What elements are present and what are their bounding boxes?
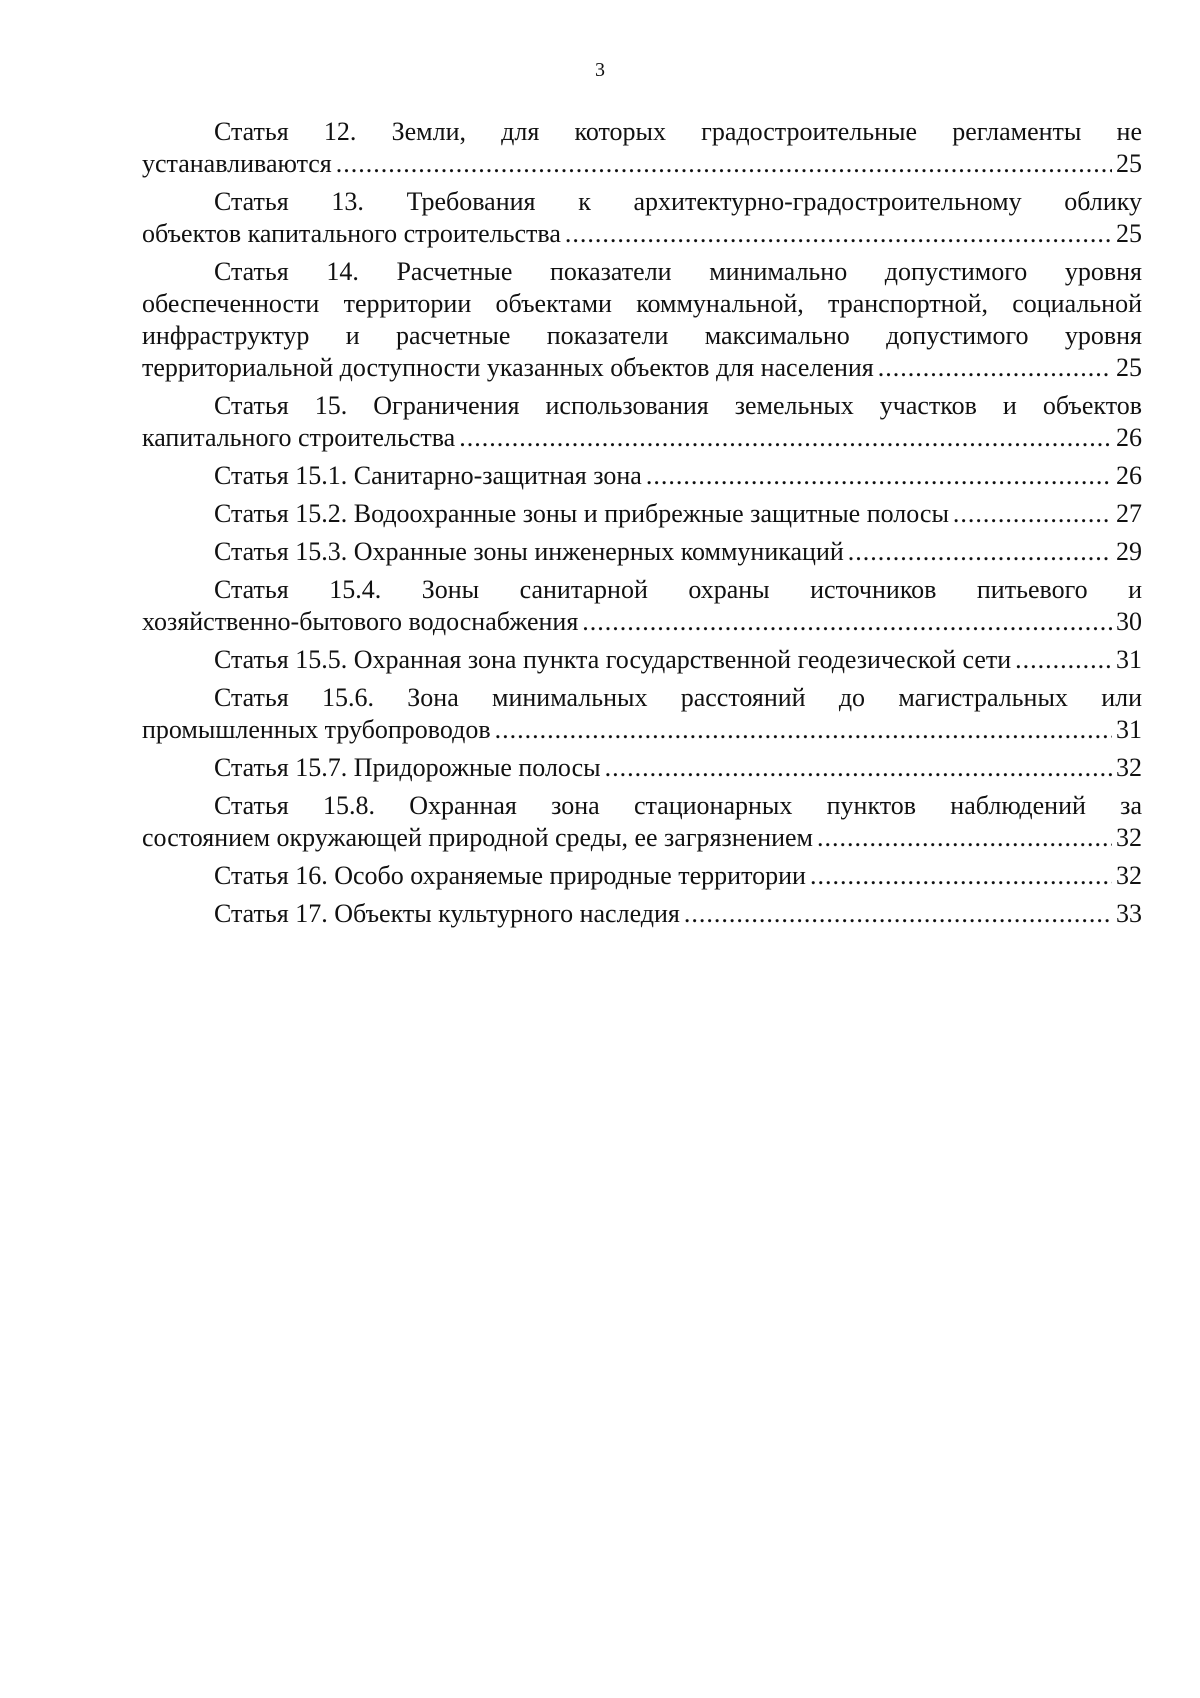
toc-entry-text: Статья 15.2. Водоохранные зоны и прибрежные защитные полосы	[214, 499, 949, 528]
toc-entry-text: состоянием окружающей природной среды, ее загрязнением	[142, 823, 814, 852]
dot-leader	[565, 218, 1112, 250]
toc-entry-text: устанавливаются	[142, 149, 332, 178]
toc-entry[interactable]	[142, 186, 1142, 250]
toc-entry[interactable]	[142, 644, 1142, 676]
toc-entry[interactable]	[142, 860, 1142, 892]
dot-leader	[817, 822, 1112, 854]
toc-page-number: 31	[1116, 715, 1142, 744]
toc-entry[interactable]	[142, 256, 1142, 384]
toc-entry[interactable]	[142, 460, 1142, 492]
toc-entry-text: Статья 17. Объекты культурного наследия	[214, 899, 680, 928]
toc-entry-line	[142, 860, 1142, 892]
toc-entry-text: капитального строительства	[142, 423, 456, 452]
toc-entry-text: Статья 15.7. Придорожные полосы	[214, 753, 601, 782]
toc-entry[interactable]	[142, 790, 1142, 854]
toc-entry-title: Статья 13. Требования к архитектурно-градостроительному облику	[214, 187, 1142, 216]
toc-entry-text: Статья 15.3. Охранные зоны инженерных коммуникаций	[214, 537, 844, 566]
toc-entry-line	[142, 218, 1142, 250]
toc-entry-title: Статья 12. Земли, для которых градостроительные регламенты не	[214, 117, 1142, 146]
toc-entry-title: Статья 15.8. Охранная зона стационарных пунктов наблюдений за	[214, 791, 1142, 820]
toc-page-number: 33	[1116, 899, 1142, 928]
dot-leader	[1015, 644, 1112, 676]
toc-entry-text: объектов капитального строительства	[142, 219, 561, 248]
toc-entry[interactable]	[142, 682, 1142, 746]
toc-entry-text: промышленных трубопроводов	[142, 715, 491, 744]
page-number: 3	[595, 59, 605, 81]
toc-entry-line	[142, 714, 1142, 746]
toc-page-number: 30	[1116, 607, 1142, 636]
toc-page-number: 26	[1116, 423, 1142, 452]
toc-page-number: 27	[1116, 499, 1142, 528]
toc-entry[interactable]	[142, 752, 1142, 784]
toc-entry[interactable]	[142, 898, 1142, 930]
toc-page-number: 32	[1116, 753, 1142, 782]
toc-entry-line	[142, 898, 1142, 930]
dot-leader	[495, 714, 1112, 746]
toc-entry-line	[142, 148, 1142, 180]
toc-entry-line	[142, 352, 1142, 384]
toc-page-number: 29	[1116, 537, 1142, 566]
toc-page-number: 25	[1116, 149, 1142, 178]
dot-leader	[878, 352, 1112, 384]
toc-entry-text: территориальной доступности указанных объектов для населения	[142, 353, 874, 382]
toc-entry[interactable]	[142, 574, 1142, 638]
dot-leader	[810, 860, 1112, 892]
toc-entry-text: Статья 15.5. Охранная зона пункта государственной геодезической сети	[214, 645, 1012, 674]
toc-entry-text: Статья 15.1. Санитарно-защитная зона	[214, 461, 642, 490]
toc-entry-line	[142, 606, 1142, 638]
toc-entry-line	[142, 422, 1142, 454]
toc-entry-line	[142, 460, 1142, 492]
toc-entry-title: Статья 15.4. Зоны санитарной охраны источников питьевого и	[214, 575, 1142, 604]
toc-entry-line	[142, 822, 1142, 854]
toc-entry-line	[142, 536, 1142, 568]
toc-entry-title-continued: обеспеченности территории объектами коммунальной, транспортной, социальной	[142, 289, 1142, 318]
toc-entry-text: Статья 16. Особо охраняемые природные территории	[214, 861, 806, 890]
table-of-contents	[142, 116, 1142, 936]
toc-entry[interactable]	[142, 498, 1142, 530]
toc-page-number: 32	[1116, 861, 1142, 890]
dot-leader	[459, 422, 1112, 454]
toc-entry[interactable]	[142, 116, 1142, 180]
toc-page-number: 25	[1116, 219, 1142, 248]
toc-page-number: 31	[1116, 645, 1142, 674]
dot-leader	[605, 752, 1112, 784]
toc-entry[interactable]	[142, 390, 1142, 454]
dot-leader	[582, 606, 1112, 638]
toc-entry-line	[142, 498, 1142, 530]
toc-entry-title: Статья 15.6. Зона минимальных расстояний до магистральных или	[214, 683, 1142, 712]
toc-entry-title: Статья 15. Ограничения использования земельных участков и объектов	[214, 391, 1142, 420]
dot-leader	[336, 148, 1112, 180]
toc-page-number: 32	[1116, 823, 1142, 852]
toc-entry-title-continued: инфраструктур и расчетные показатели максимально допустимого уровня	[142, 321, 1142, 350]
toc-entry-title: Статья 14. Расчетные показатели минимально допустимого уровня	[214, 257, 1142, 286]
toc-entry-line	[142, 644, 1142, 676]
toc-page-number: 26	[1116, 461, 1142, 490]
dot-leader	[646, 460, 1112, 492]
toc-entry-text: хозяйственно-бытового водоснабжения	[142, 607, 579, 636]
dot-leader	[953, 498, 1112, 530]
toc-entry[interactable]	[142, 536, 1142, 568]
dot-leader	[848, 536, 1112, 568]
toc-entry-line	[142, 752, 1142, 784]
dot-leader	[684, 898, 1112, 930]
toc-page-number: 25	[1116, 353, 1142, 382]
